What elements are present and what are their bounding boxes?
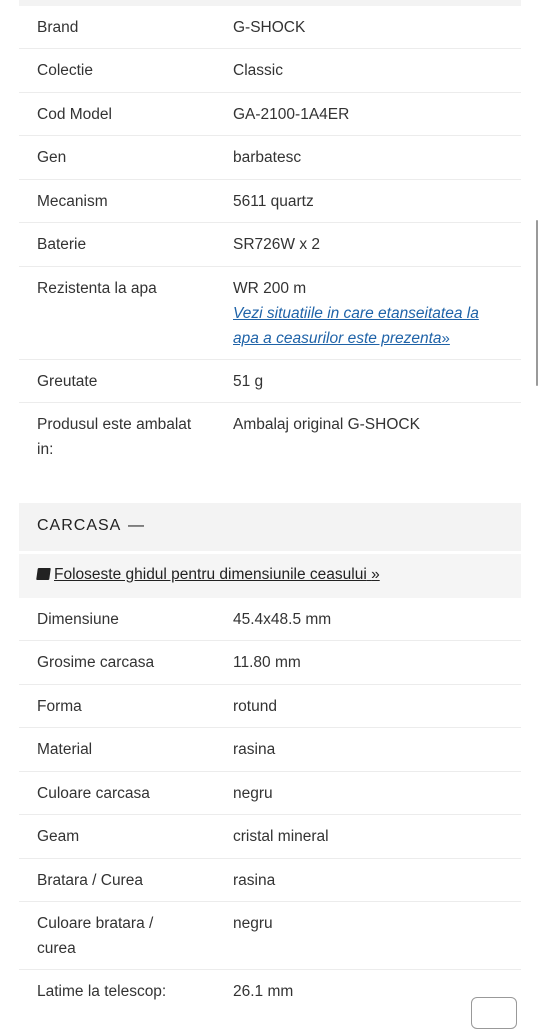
table-row <box>19 772 521 815</box>
spec-label: Dimensiune <box>37 611 119 628</box>
spec-value: GA-2100-1A4ER <box>233 106 350 123</box>
spec-label: Brand <box>37 19 79 36</box>
spec-value: 45.4x48.5 mm <box>233 611 332 628</box>
table-row <box>19 223 521 267</box>
water-resistance-link-text: Vezi situatiile in care etanseitatea la apa a ceasurilor este prezenta <box>233 305 479 347</box>
spec-value: rasina <box>233 872 276 889</box>
table-row <box>19 859 521 902</box>
spec-label: Gen <box>37 149 67 166</box>
collapse-icon[interactable]: — <box>128 517 144 534</box>
spec-value-group <box>233 276 503 351</box>
water-resistance-info-link[interactable] <box>233 305 479 347</box>
table-row <box>19 267 521 360</box>
spec-value: negru <box>233 915 273 932</box>
spec-value: rotund <box>233 698 277 715</box>
spec-label: Forma <box>37 698 82 715</box>
spec-value: cristal mineral <box>233 828 329 845</box>
spec-label: Geam <box>37 828 80 845</box>
section-header-carcasa[interactable] <box>19 503 521 551</box>
table-row <box>19 970 521 1014</box>
spec-label: Grosime carcasa <box>37 654 155 671</box>
table-row <box>19 815 521 859</box>
spec-value: G-SHOCK <box>233 19 306 36</box>
size-guide-text: Foloseste ghidul pentru dimensiunile ceasului <box>54 566 367 583</box>
book-icon <box>36 568 51 580</box>
table-row <box>19 6 521 49</box>
double-chevron-right-icon: » <box>441 330 450 347</box>
spec-label: Mecanism <box>37 193 108 210</box>
spec-label: Produsul este ambalat in: <box>37 416 192 458</box>
table-row <box>19 49 521 93</box>
table-row <box>19 641 521 685</box>
spec-label: Colectie <box>37 62 93 79</box>
spec-label: Cod Model <box>37 106 112 123</box>
spec-value: rasina <box>233 741 276 758</box>
spec-value: negru <box>233 785 273 802</box>
table-row <box>19 180 521 223</box>
spec-value: 26.1 mm <box>233 983 294 1000</box>
spec-value: SR726W x 2 <box>233 236 321 253</box>
spec-label: Material <box>37 741 93 758</box>
spec-label: Culoare carcasa <box>37 785 150 802</box>
table-row <box>19 360 521 403</box>
table-row <box>19 93 521 136</box>
spec-label: Bratara / Curea <box>37 872 143 889</box>
spec-value: WR 200 m <box>233 280 307 297</box>
spec-value: Ambalaj original G-SHOCK <box>233 416 420 433</box>
size-guide-bar <box>19 554 521 598</box>
spec-value: 11.80 mm <box>233 654 301 671</box>
spec-label: Baterie <box>37 236 87 253</box>
table-row <box>19 136 521 180</box>
spec-value: barbatesc <box>233 149 302 166</box>
scroll-to-top-button[interactable] <box>471 997 517 1029</box>
table-row <box>19 685 521 728</box>
double-chevron-right-icon: » <box>371 566 380 583</box>
spec-label: Rezistenta la apa <box>37 280 157 297</box>
spec-label: Culoare bratara / curea <box>37 915 154 957</box>
spec-value: 51 g <box>233 373 264 390</box>
spec-label: Greutate <box>37 373 98 390</box>
table-row <box>19 728 521 772</box>
section-title: CARCASA <box>37 517 122 534</box>
table-row <box>19 902 521 970</box>
spec-label: Latime la telescop: <box>37 983 167 1000</box>
table-row <box>19 598 521 641</box>
spec-value: Classic <box>233 62 283 79</box>
table-row <box>19 403 521 473</box>
spec-value: 5611 quartz <box>233 193 314 210</box>
size-guide-link[interactable] <box>37 566 380 584</box>
